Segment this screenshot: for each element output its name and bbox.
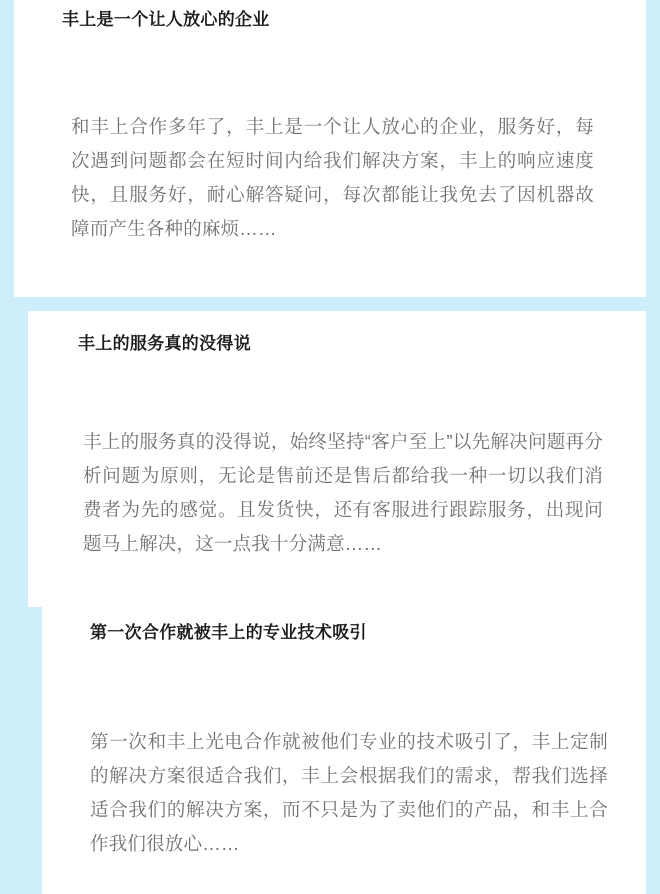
testimonial-title: 丰上的服务真的没得说 — [78, 334, 251, 353]
testimonial-card — [42, 607, 646, 894]
testimonial-body: 和丰上合作多年了，丰上是一个让人放心的企业，服务好，每次遇到问题都会在短时间内给我们解决方案，丰上的响应速度快，且服务好，耐心解答疑问，每次都能让我免去了因机器故障而产生各种的麻烦…… — [71, 116, 594, 239]
testimonial-card — [14, 0, 646, 297]
testimonial-title: 第一次合作就被丰上的专业技术吸引 — [90, 623, 367, 642]
testimonial-card — [28, 311, 646, 607]
testimonial-body: 丰上的服务真的没得说，始终坚持“客户至上”以先解决问题再分析问题为原则，无论是售前还是售后都给我一种一切以我们消费者为先的感觉。且发货快，还有客服进行跟踪服务，出现问题马上解决，这一点我十分满意…… — [83, 431, 603, 554]
testimonial-body: 第一次和丰上光电合作就被他们专业的技术吸引了，丰上定制的解决方案很适合我们，丰上会根据我们的需求，帮我们选择适合我们的解决方案，而不只是为了卖他们的产品，和丰上合作我们很放心…… — [90, 731, 608, 854]
testimonial-title: 丰上是一个让人放心的企业 — [62, 10, 270, 29]
